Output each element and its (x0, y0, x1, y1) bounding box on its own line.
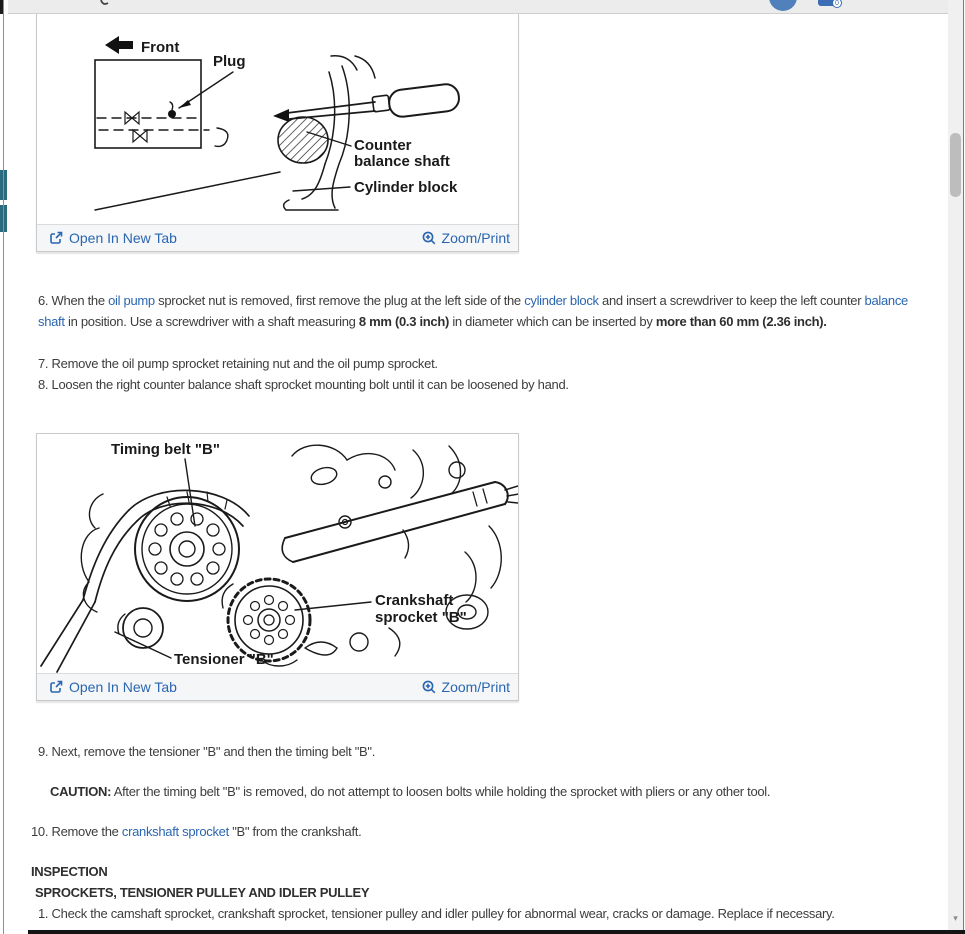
step-1-text (31, 904, 933, 925)
step-7-text (31, 354, 933, 375)
zoom-print-link[interactable] (422, 679, 510, 695)
crank-label-line1: Crankshaft (375, 592, 454, 609)
inline-link[interactable]: crankshaft sprocket (121, 824, 229, 839)
step-6-text (31, 291, 933, 332)
text-segment: 8 mm (0.3 inch) (358, 313, 450, 329)
counter-balance-shaft-blob (278, 117, 328, 163)
step-8-text (31, 375, 933, 396)
tensioner-leader-line (115, 632, 171, 658)
text-segment: "B" from the crankshaft. (228, 824, 362, 839)
screwdriver (273, 83, 460, 122)
inline-link[interactable]: balance shaft (38, 293, 908, 329)
cylinder-block-label: Cylinder block (354, 179, 458, 196)
plug-label: Plug (213, 53, 246, 70)
puller-tool-bar (282, 482, 518, 562)
open-in-new-icon (49, 680, 63, 694)
plug-leader-line (179, 72, 233, 108)
plug-diagram-drawing (37, 14, 518, 224)
figure-plug-diagram (36, 13, 519, 252)
zoom-print-link[interactable] (422, 230, 510, 246)
tensioner-label: Tensioner "B" (174, 651, 274, 668)
top-toolbar (4, 0, 948, 14)
front-arrow (105, 36, 133, 54)
user-avatar[interactable] (769, 0, 797, 11)
window-right-border (963, 0, 964, 934)
counter-label-line1: Counter (354, 137, 412, 154)
step-10-text (31, 822, 926, 843)
text-segment: 6. When the (38, 293, 109, 308)
text-segment: After the timing belt "B" is removed, do not attempt to loosen bolts while holding the sprocket with pliers or any other tool. (111, 784, 771, 799)
step-9-text (31, 742, 933, 763)
scrollbar-track[interactable] (948, 0, 963, 934)
open-in-new-icon (49, 231, 63, 245)
caution-text (31, 782, 945, 803)
scrollbar-down-arrow[interactable]: ▾ (953, 913, 958, 923)
plug-box (95, 60, 228, 148)
timing-belt-label: Timing belt "B" (111, 441, 220, 458)
text-segment: sprocket nut is removed, first remove the plug at the left side of the (154, 293, 525, 308)
figure-timing-belt-diagram (36, 433, 519, 701)
engine-outline (81, 445, 501, 666)
open-in-new-tab-label: Open In New Tab (69, 230, 177, 246)
inline-link[interactable]: cylinder block (524, 293, 599, 308)
figure-image[interactable] (37, 14, 518, 224)
zoom-print-label: Zoom/Print (441, 230, 510, 246)
crank-label-line2: sprocket "B" (375, 609, 467, 626)
figure-footer (37, 224, 518, 251)
text-segment: 7. Remove the oil pump sprocket retaining nut and the oil pump sprocket. (38, 356, 438, 371)
inspection-heading: INSPECTION (31, 864, 108, 879)
cylinder-leader-line (293, 187, 350, 191)
timing-belt-drawing (37, 434, 518, 673)
text-segment: 9. Next, remove the tensioner "B" and then the timing belt "B". (38, 744, 376, 759)
cam-sprocket (135, 497, 239, 601)
crank-sprocket (228, 579, 310, 661)
zoom-in-icon (422, 231, 436, 245)
zoom-print-label: Zoom/Print (441, 679, 510, 695)
text-segment: 8. Loosen the right counter balance shaft sprocket mounting bolt until it can be loosened by hand. (38, 377, 569, 392)
scrollbar-thumb[interactable] (950, 133, 961, 197)
text-segment: and insert a screwdriver to keep the left counter (598, 293, 865, 308)
front-label: Front (141, 39, 180, 56)
chat-badge: 0 (832, 0, 842, 8)
open-in-new-tab-link[interactable] (49, 230, 177, 246)
inline-link[interactable]: oil pump (108, 293, 155, 308)
tensioner-pulley (118, 608, 163, 648)
open-in-new-tab-label: Open In New Tab (69, 679, 177, 695)
text-segment: in diameter which can be inserted by (449, 313, 656, 329)
background-window-edge (0, 0, 8, 934)
window-divider-line (3, 0, 4, 934)
text-segment: in position. Use a screwdriver with a shaft measuring (64, 313, 359, 329)
text-segment: CAUTION: (50, 784, 112, 799)
counter-label-line2: balance shaft (354, 153, 450, 170)
zoom-in-icon (422, 680, 436, 694)
open-in-new-tab-link[interactable] (49, 679, 177, 695)
text-segment: 10. Remove the (31, 824, 122, 839)
clipped-title-text-fragment (100, 0, 110, 8)
text-segment: 1. Check the camshaft sprocket, crankshaft sprocket, tensioner pulley and idler pulley for abnormal wear, cracks or damage. Replace if necessary. (38, 906, 835, 921)
figure-image[interactable] (37, 434, 518, 673)
window-bottom-edge (28, 930, 965, 934)
text-segment: more than 60 mm (2.36 inch). (655, 313, 827, 329)
figure-footer (37, 673, 518, 700)
sprockets-heading: SPROCKETS, TENSIONER PULLEY AND IDLER PULLEY (35, 885, 370, 900)
